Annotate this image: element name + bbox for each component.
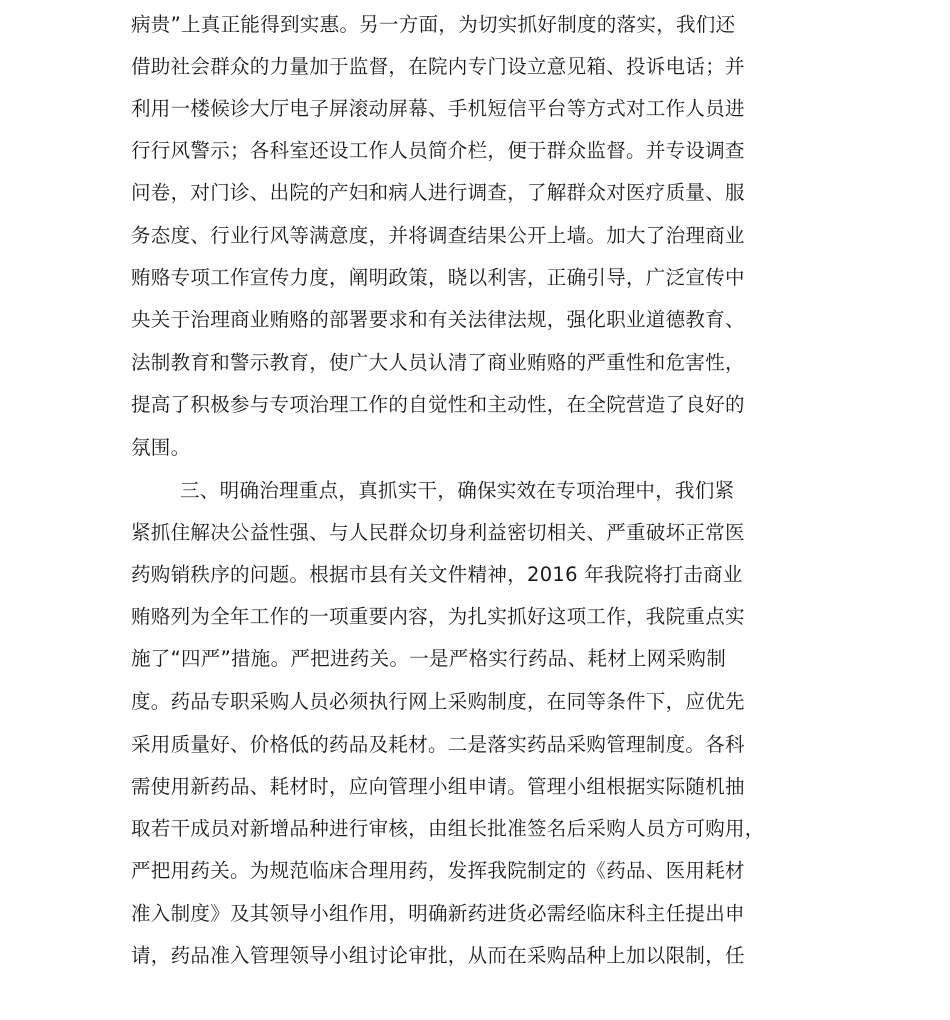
text-line-10: 提高了积极参与专项治理工作的自觉性和主动性，在全院营造了良好的	[131, 393, 745, 416]
section-heading-line: 三、明确治理重点，真抓实干，确保实效在专项治理中，我们紧	[180, 479, 735, 502]
text-line-15: 贿赂列为全年工作的一项重要内容，为扎实抓好这项工作，我院重点实	[131, 605, 745, 628]
text-line-19: 需使用新药品、耗材时，应向管理小组申请。管理小组根据实际随机抽	[131, 775, 745, 798]
text-line-22: 准入制度》及其领导小组作用，明确新药进货必需经临床科主任提出申	[131, 902, 745, 925]
text-line-9: 法制教育和警示教育，使广大人员认清了商业贿赂的严重性和危害性，	[131, 351, 745, 374]
text-line-23: 请，药品准入管理领导小组讨论审批，从而在采购品种上加以限制，任	[131, 944, 745, 967]
text-line-2: 借助社会群众的力量加于监督，在院内专门设立意见箱、投诉电话；并	[131, 55, 745, 78]
text-line-1: 病贵”上真正能得到实惠。另一方面，为切实抓好制度的落实，我们还	[131, 13, 736, 36]
text-line-3: 利用一楼候诊大厅电子屏滚动屏幕、手机短信平台等方式对工作人员进	[131, 97, 745, 120]
text-line-16: 施了“四严”措施。严把进药关。一是严格实行药品、耗材上网采购制	[131, 647, 727, 670]
text-line-18: 采用质量好、价格低的药品及耗材。二是落实药品采购管理制度。各科	[131, 733, 745, 756]
text-line-13: 紧抓住解决公益性强、与人民群众切身利益密切相关、严重破坏正常医	[131, 521, 745, 544]
text-line-5: 问卷，对门诊、出院的产妇和病人进行调查，了解群众对医疗质量、服	[131, 181, 745, 204]
text-line-14: 药购销秩序的问题。根据市县有关文件精神，2016 年我院将打击商业	[131, 563, 743, 586]
text-line-8: 央关于治理商业贿赂的部署要求和有关法律法规，强化职业道德教育、	[131, 308, 745, 331]
text-line-7: 贿赂专项工作宣传力度，阐明政策，晓以利害，正确引导，广泛宣传中	[131, 266, 745, 289]
text-line-20: 取若干成员对新增品种进行审核，由组长批准签名后采购人员方可购用，	[131, 817, 765, 840]
text-line-11: 氛围。	[131, 436, 191, 459]
text-line-21: 严把用药关。为规范临床合理用药，发挥我院制定的《药品、医用耗材	[131, 859, 745, 882]
text-line-17: 度。药品专职采购人员必须执行网上采购制度，在同等条件下，应优先	[131, 690, 745, 713]
text-line-6: 务态度、行业行风等满意度，并将调查结果公开上墙。加大了治理商业	[131, 224, 745, 247]
text-line-4: 行行风警示；各科室还设工作人员简介栏，便于群众监督。并专设调查	[131, 139, 745, 162]
